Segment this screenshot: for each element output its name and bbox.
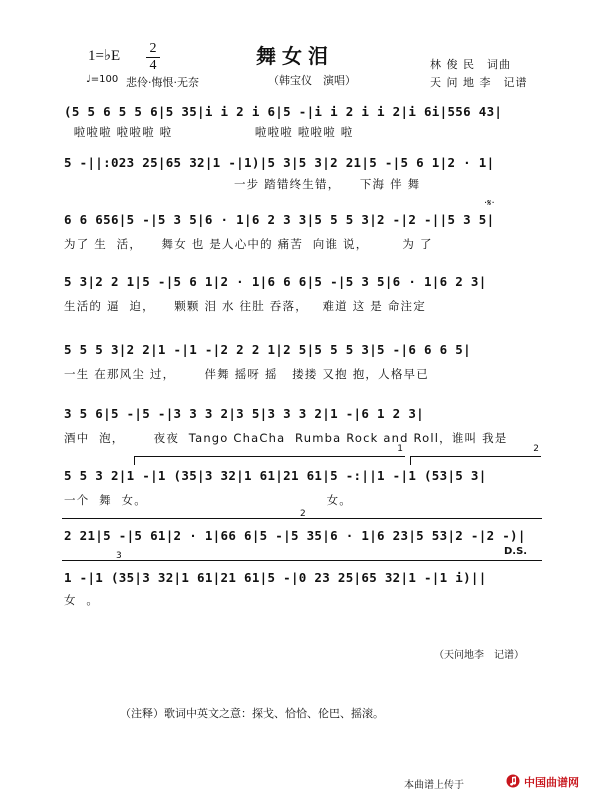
score-row-8-notes: 2 21|5 -|5 61|2 · 1|66 6|5 -|5 35|6 · 1|6 23|5 53|2 -|2 -)| [64,528,526,543]
score-row-9-notes: 1 -|1 (35|3 32|1 61|21 61|5 -|0 23 25|65 32|1 -|1 i)|| [64,570,487,585]
singer-credit: （韩宝仪 演唱） [268,74,356,87]
upload-note: 本曲谱上传于 [404,780,464,791]
score-row-3-lyrics: 为了 生 活， 舞女 也 是人心中的 痛苦 向谁 说， 为 了 [64,237,433,251]
segment-3-label: 3 [116,551,122,561]
segno-sign: ·𝄋· [484,198,495,209]
meter-bottom: 4 [149,58,157,73]
volta-2-label: 2 [533,444,539,454]
music-note-logo-icon [506,774,520,788]
score-row-7-notes: 5 5 3 2|1 -|1 (35|3 32|1 61|21 61|5 -:||1 -|1 (53|5 3| [64,468,487,483]
score-row-6-notes: 3 5 6|5 -|5 -|3 3 3 2|3 5|3 3 3 2|1 -|6 1 2 3| [64,406,424,421]
meter-top: 2 [149,41,157,56]
volta-1-label: 1 [397,444,403,454]
score-row-4-lyrics: 生活的 逼 迫， 颗颗 泪 水 往肚 吞落， 难道 这 是 命注定 [64,299,426,313]
dal-segno-marking: D.S. [504,546,528,557]
score-row-3-notes: 6 6 656|5 -|5 3 5|6 · 1|6 2 3 3|5 5 5 3|2 -|2 -||5 3 5| [64,212,495,227]
time-signature [146,42,160,73]
key-signature: 1=♭E [88,48,121,64]
score-row-1-lyrics: 啦啦啦 啦啦啦 啦 啦啦啦 啦啦啦 啦 [64,125,354,139]
segment-3-rule [62,560,542,561]
transcriber-note: （天问地李 记谱） [434,650,524,661]
score-row-2-lyrics: 一步 踏错终生错， 下海 伴 舞 [64,177,421,191]
footnote: （注释）歌词中英文之意：探戈、恰恰、伦巴、摇滚。 [120,707,384,720]
score-row-2-notes: 5 -||:023 25|65 32|1 -|1)|5 3|5 3|2 21|5 -|5 6 1|2 · 1| [64,155,495,170]
song-title: 舞女泪 [256,44,334,68]
site-logo-text[interactable]: 中国曲谱网 [524,776,579,789]
transcriber-credit: 天 问 地 李 记谱 [430,76,528,89]
score-row-4-notes: 5 3|2 2 1|5 -|5 6 1|2 · 1|6 6 6|5 -|5 3 5|6 · 1|6 2 3| [64,274,487,289]
score-row-6-lyrics: 酒中 泡， 夜夜 Tango ChaCha Rumba Rock and Roll，谁叫 我是 [64,431,508,445]
score-row-1-notes: (5 5 6 5 5 6|5 35|i i 2 i 6|5 -|i i 2 i i 2|i 6i|556 43| [64,104,503,119]
score-row-5-lyrics: 一生 在那风尘 过， 伴舞 摇呀 摇 搂搂 又抱 抱，人格早已 [64,367,429,381]
score-row-7-lyrics: 一个 舞 女。 女。 [64,493,352,507]
mood-marking: 悲伶·悔恨·无奈 [126,76,199,89]
segment-2-label: 2 [300,509,306,519]
volta-1-bracket [134,444,405,465]
score-row-9-lyrics: 女 。 [64,593,100,607]
author-credit: 林 俊 民 词曲 [430,58,511,71]
tempo-marking: ♩=100 [86,74,119,85]
score-row-5-notes: 5 5 5 3|2 2|1 -|1 -|2 2 2 1|2 5|5 5 5 3|5 -|6 6 6 5| [64,342,471,357]
volta-2-bracket [410,444,541,465]
